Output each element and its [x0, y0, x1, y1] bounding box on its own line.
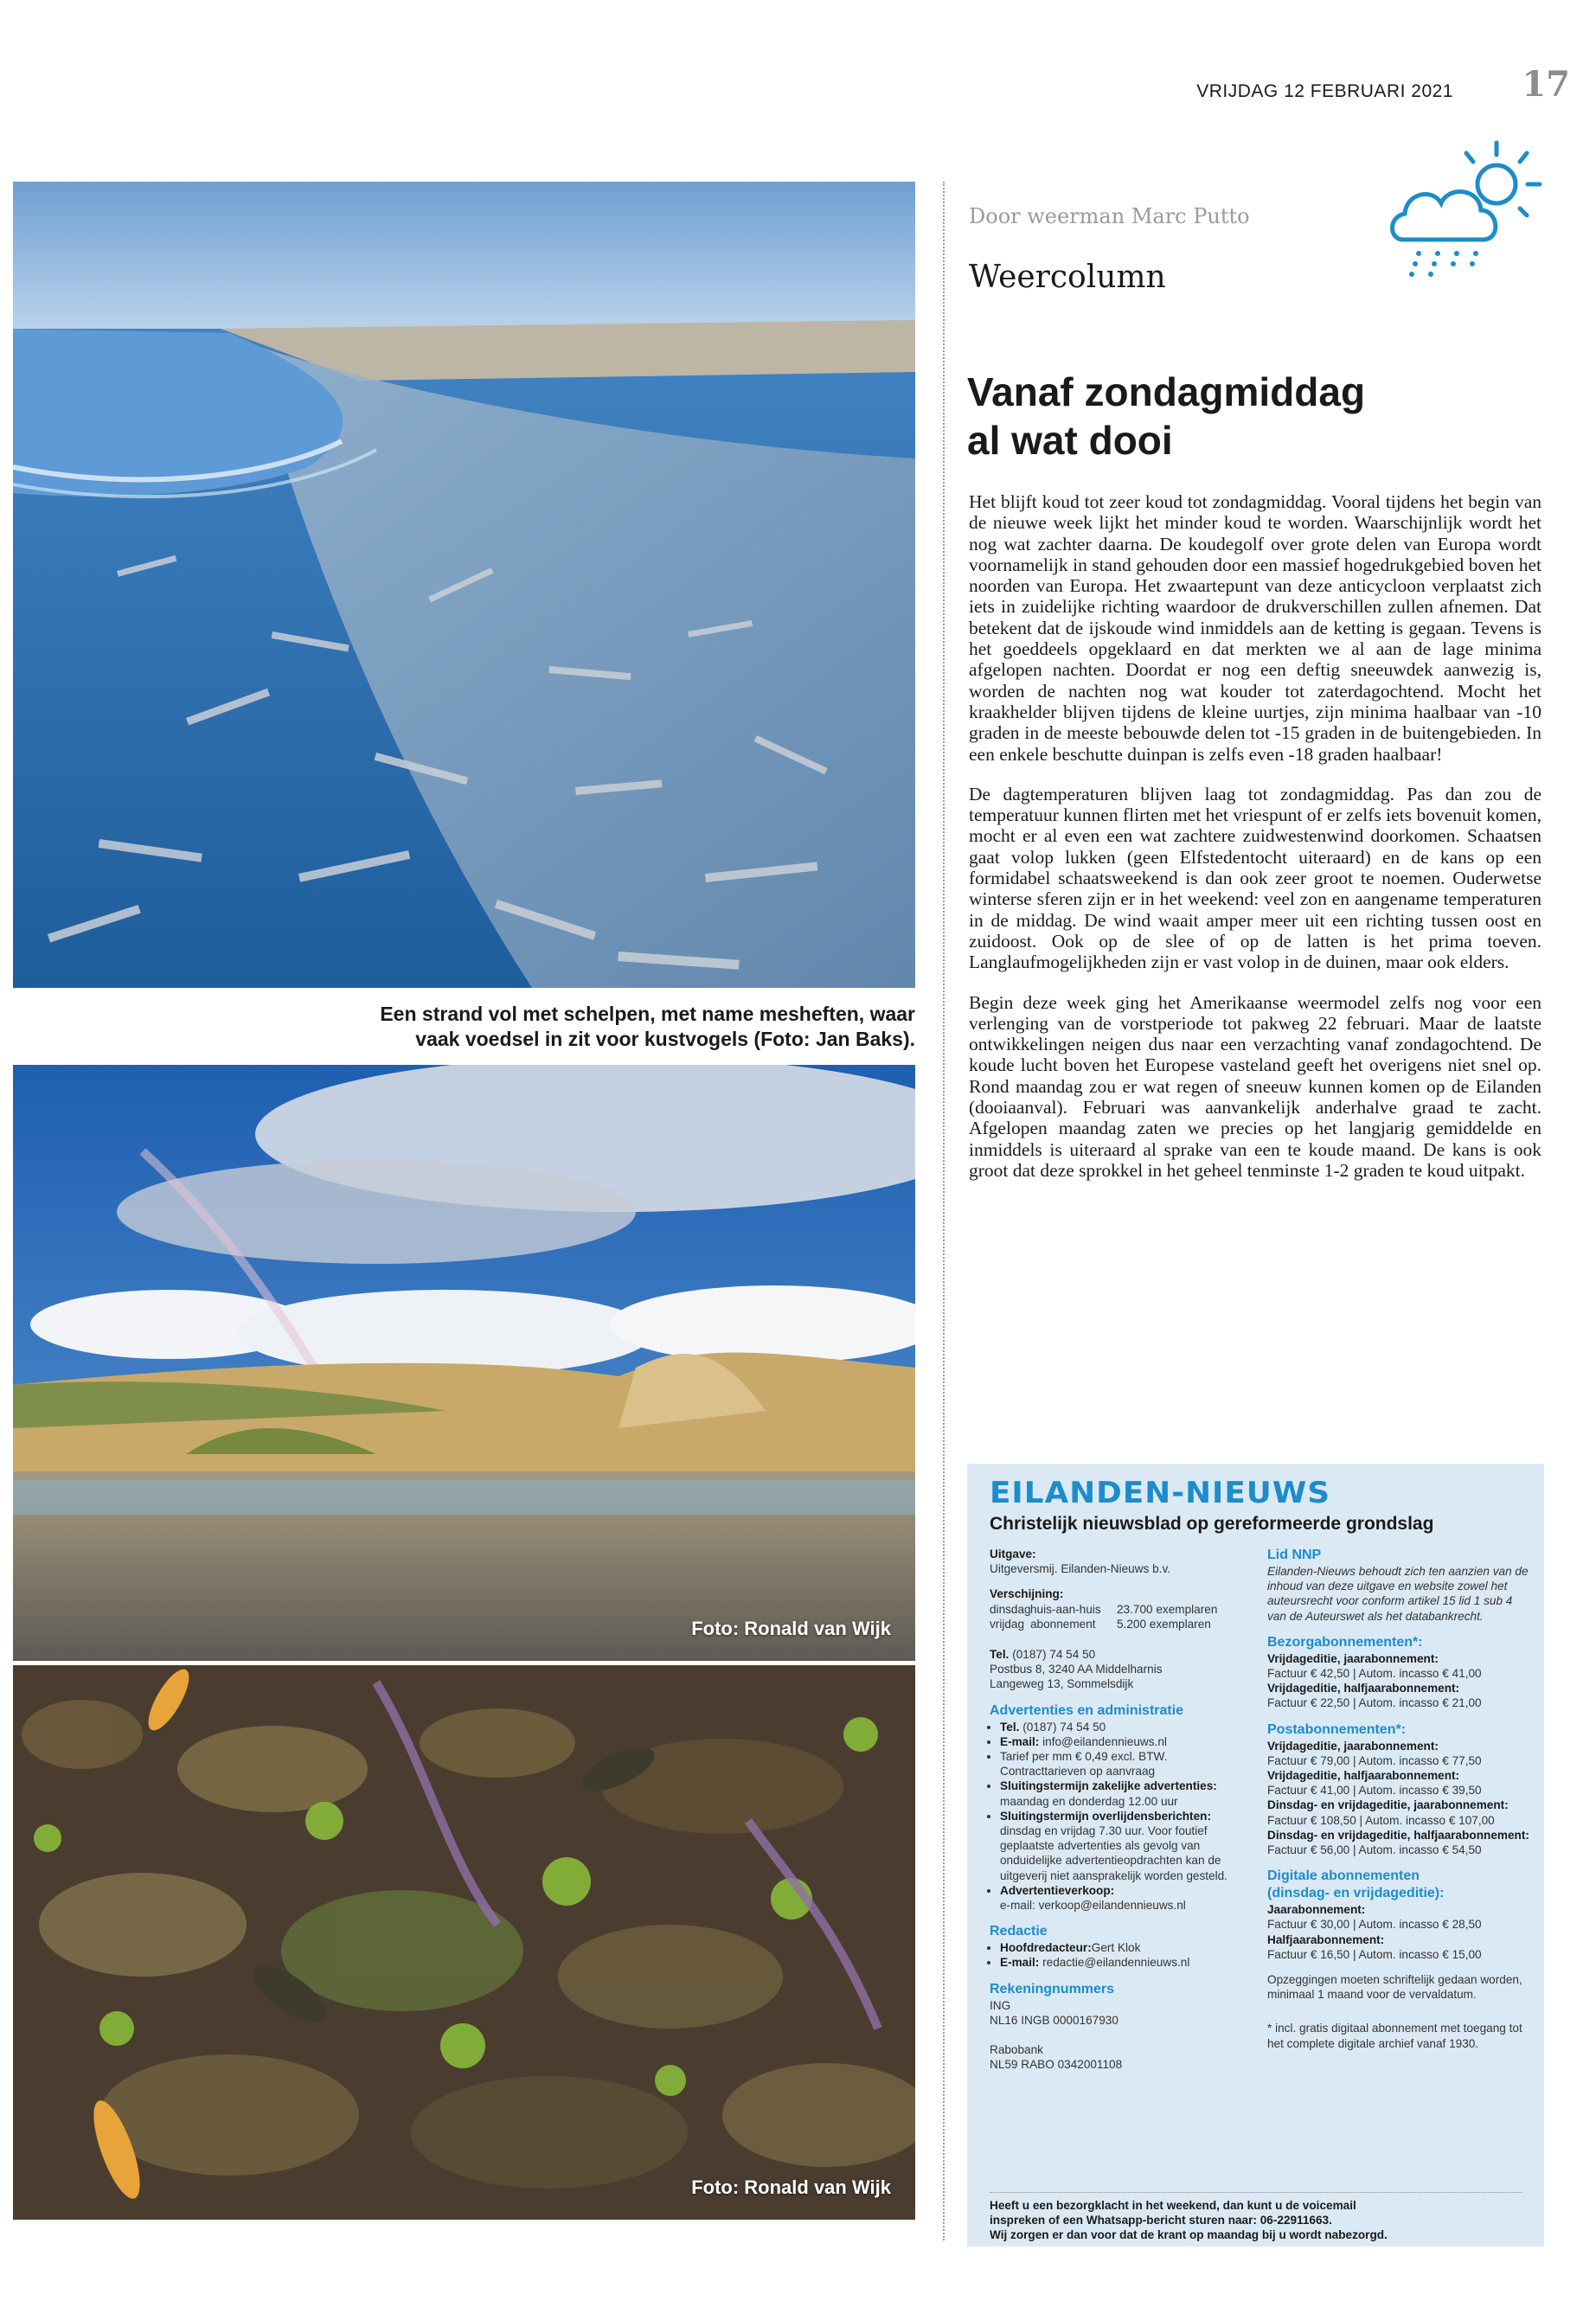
copyright-notice: Eilanden-Nieuws behoudt zich ten aanzien van de inhoud van deze uitgave en website zowel het auteursrecht voor conform artikel 15 lid 1 sub 4 van de Auteurswet als het databankrecht.	[1267, 1565, 1529, 1623]
verschijning-row: dinsdag huis-aan-huis 23.700 exemplaren	[990, 1602, 1218, 1616]
byline: Door weerman Marc Putto	[969, 204, 1250, 228]
verkoop-email-link[interactable]: e-mail: verkoop@eilandennieuws.nl	[1000, 1899, 1186, 1913]
tel-value[interactable]: (0187) 74 54 50	[1012, 1648, 1096, 1662]
address-line-2: Langeweg 13, Sommelsdijk	[990, 1677, 1134, 1691]
nnp-heading: Lid NNP	[1267, 1548, 1322, 1562]
column-divider	[943, 182, 945, 2240]
tel-label: Tel.	[990, 1648, 1010, 1662]
verschijning-label: Verschijning:	[990, 1587, 1064, 1601]
colophon-left-column: Uitgave: Uitgeversmij. Eilanden-Nieuws b.v. Verschijning: dinsdag huis-aan-huis 23.700 exemplaren vrijdag abonnement 5.200 exemplaren Tel. (0187) 74 54 50 Postbus 8, 3240 AA Middelharnis Langeweg 13, Sommelsdijk Advertenties en administratie • Tel. (0187) 74 54 50 • E-mail: info@eilandennieuws.nl • Tarief per mm € 0,49 excl. BTW. Contracttarieven op aanvraag • Sluitingstermijn zakelijke advertenties: maandag en donderdag 12.00 uur • Sluitingstermijn overlijdensberichten: dinsdag en vrijdag 7.30 uur. Voor foutief geplaatste advertenties als gevolg van onduidelijke advertentieopdrachten kan de uitgeverij niet aansprakelijk worden gesteld. • Advertentieverkoop: e-mail: verkoop@eilandennieuws.nl Redactie • Hoofdredacteur:Gert Klok • E-mail: redactie@eilandennieuws.nl Rekeningnummers ING NL16 INGB 0000167930 Rabobank NL59 RABO 0342001108	[990, 1547, 1258, 2083]
seaweed-photo	[13, 1665, 915, 2220]
beach-photo-caption	[260, 1002, 915, 1052]
issue-date: VRIJDAG 12 FEBRUARI 2021	[1196, 81, 1453, 101]
rekeningnummers-heading: Rekeningnummers	[990, 1981, 1115, 1997]
cloud-sun-rain-icon	[1384, 134, 1548, 290]
dunes-photo-credit: Foto: Ronald van Wijk	[691, 1618, 891, 1639]
column-name: Weercolumn	[969, 260, 1166, 295]
headline-line-1: Vanaf zondagmiddag	[967, 369, 1366, 414]
digitaal-heading: Digitale abonnementen (dinsdag- en vrijdageditie):	[1267, 1868, 1445, 1901]
verschijning-row: vrijdag abonnement 5.200 exemplaren	[990, 1617, 1211, 1631]
adv-tel[interactable]: (0187) 74 54 50	[1022, 1720, 1106, 1734]
bezorg-heading: Bezorgabonnementen*:	[1267, 1634, 1423, 1650]
colophon-right-column: Lid NNP Eilanden-Nieuws behoudt zich ten aanzien van de inhoud van deze uitgave en website zowel het auteursrecht voor conform artikel 15 lid 1 sub 4 van de Auteurswet als het databankrecht. Bezorgabonnementen*: Vrijdageditie, jaarabonnement: Factuur € 42,50 | Autom. incasso € 41,00 Vrijdageditie, halfjaarabonnement: Factuur € 22,50 | Autom. incasso € 21,00 Postabonnementen*: Vrijdageditie, jaarabonnement: Factuur € 79,00 | Autom. incasso € 77,50 Vrijdageditie, halfjaarabonnement: Factuur € 41,00 | Autom. incasso € 39,50 Dinsdag- en vrijdageditie, jaarabonnement: Factuur € 108,50 | Autom. incasso € 107,00 Dinsdag- en vrijdageditie, halfjaarabonnement: Factuur € 56,00 | Autom. incasso € 54,50 Digitale abonnementen (dinsdag- en vrijdageditie): Jaarabonnement: Factuur € 30,00 | Autom. incasso € 28,50 Halfjaarabonnement: Factuur € 16,50 | Autom. incasso € 15,00 Opzeggingen moeten schriftelijk gedaan worden, minimaal 1 maand voor de vervaldatum. * incl. gratis digitaal abonnement met toegang tot het complete digitale archief vanaf 1930.	[1267, 1547, 1531, 2061]
redactie-email-link[interactable]: redactie@eilandennieuws.nl	[1042, 1956, 1190, 1970]
article-body	[969, 491, 1542, 1200]
colophon-box	[967, 1464, 1544, 2247]
dunes-rainbow-photo	[13, 1065, 915, 1661]
beach-shells-photo	[13, 182, 915, 988]
uitgave-value: Uitgeversmij. Eilanden-Nieuws b.v.	[990, 1562, 1171, 1576]
paragraph-3: Begin deze week ging het Amerikaanse weermodel zelfs nog voor een verlenging van de vorstperiode tot pakweg 22 februari. Maar de laatste ontwikkelingen neigen dus naar een verzachting vanaf zondagochtend. De koude lucht boven het Europese vasteland geeft het overigens niet snel op. Rond maandag zou er wat regen of sneeuw kunnen komen op de Eilanden (dooiaanval). Februari was aanvankelijk anderhalve graad te zacht. Afgelopen maandag zaten we precies op het langjarig gemiddelde en inmiddels is uiteraard al sprake van een te koude maand. De kans is ook groot dat deze sprokkel in het geheel tenminste 1-2 graden te koud uitpakt.	[969, 991, 1542, 1181]
paragraph-2: De dagtemperaturen blijven laag tot zondagmiddag. Pas dan zou de temperatuur kunnen flirten met het vriespunt of er zelfs iets bovenuit komen, mocht er al even een wat zachtere zuidwestenwind doorkomen. Schaatsen gaat volop lukken (geen Elfstedentocht uiteraard) en de kans op een formidabel schaatsweekend is dan ook zeer groot te noemen. Ouderwetse winterse sferen zijn er in het weekend: veel zon en aangename temperaturen in de middag. De wind waait amper meer uit een richting tussen oost en zuidoost. Ook op de slee of op de latten is het prima toeven. Langlaufmogelijkheden zijn er vast volop in de duinen, maar ook elders.	[969, 783, 1542, 973]
newspaper-tagline: Christelijk nieuwsblad op gereformeerde grondslag	[990, 1514, 1434, 1534]
advertenties-heading: Advertenties en administratie	[990, 1702, 1184, 1718]
uitgave-label: Uitgave:	[990, 1548, 1036, 1561]
complaint-notice: Heeft u een bezorgklacht in het weekend, dan kunt u de voicemail inspreken of een Whatsapp-bericht sturen naar: 06-22911663. Wij zorgen er dan voor dat de krant op maandag bij u wordt nabezorgd.	[990, 2192, 1522, 2243]
newspaper-logo: EILANDEN-NIEUWS	[990, 1476, 1331, 1510]
post-heading: Postabonnementen*:	[1267, 1721, 1407, 1737]
redactie-heading: Redactie	[990, 1924, 1048, 1939]
paragraph-1: Het blijft koud tot zeer koud tot zondagmiddag. Vooral tijdens het begin van de nieuwe week lijkt het minder koud te worden. Waarschijnlijk wordt het nog wat zachter daarna. De koudegolf over grote delen van Europa wordt voornamelijk in stand gehouden door een massief hogedrukgebied boven het noorden van Europa. Het zwaartepunt van deze anticycloon verplaatst zich iets in zuidelijke richting waardoor de drukverschillen zullen afnemen. Dat betekent dat de ijskoude wind inmiddels aan de ketting is gegaan. Tevens is het goeddeels opgeklaard en dat merkten we al aan de lage minima afgelopen nachten. Doordat er nog een deftig sneeuwdek aanwezig is, worden de nachten nog wat kouder tot zaterdagochtend. Mocht het kraakhelder blijven tijdens de kleine uurtjes, zijn minima haalbaar van -10 graden in de meeste bebouwde delen tot -15 graden in de buitengebieden. In een enkele beschutte duinpan is zelfs even -18 graden haalbaar!	[969, 491, 1542, 765]
caption-line-1: Een strand vol met schelpen, met name mesheften, waar	[380, 1003, 915, 1025]
opzeg-text: Opzeggingen moeten schriftelijk gedaan worden, minimaal 1 maand voor de vervaldatum.	[1267, 1973, 1522, 2002]
address-line-1: Postbus 8, 3240 AA Middelharnis	[990, 1663, 1163, 1676]
adv-email-link[interactable]: info@eilandennieuws.nl	[1042, 1734, 1167, 1748]
article-headline	[967, 368, 1573, 465]
seaweed-photo-credit: Foto: Ronald van Wijk	[691, 2176, 891, 2198]
caption-line-2: vaak voedsel in zit voor kustvogels (Foto: Jan Baks).	[415, 1028, 915, 1050]
footnote: * incl. gratis digitaal abonnement met toegang tot het complete digitale archief vanaf 1930.	[1267, 2022, 1522, 2050]
headline-line-2: al wat dooi	[967, 418, 1173, 463]
page-number: 17	[1522, 64, 1570, 105]
